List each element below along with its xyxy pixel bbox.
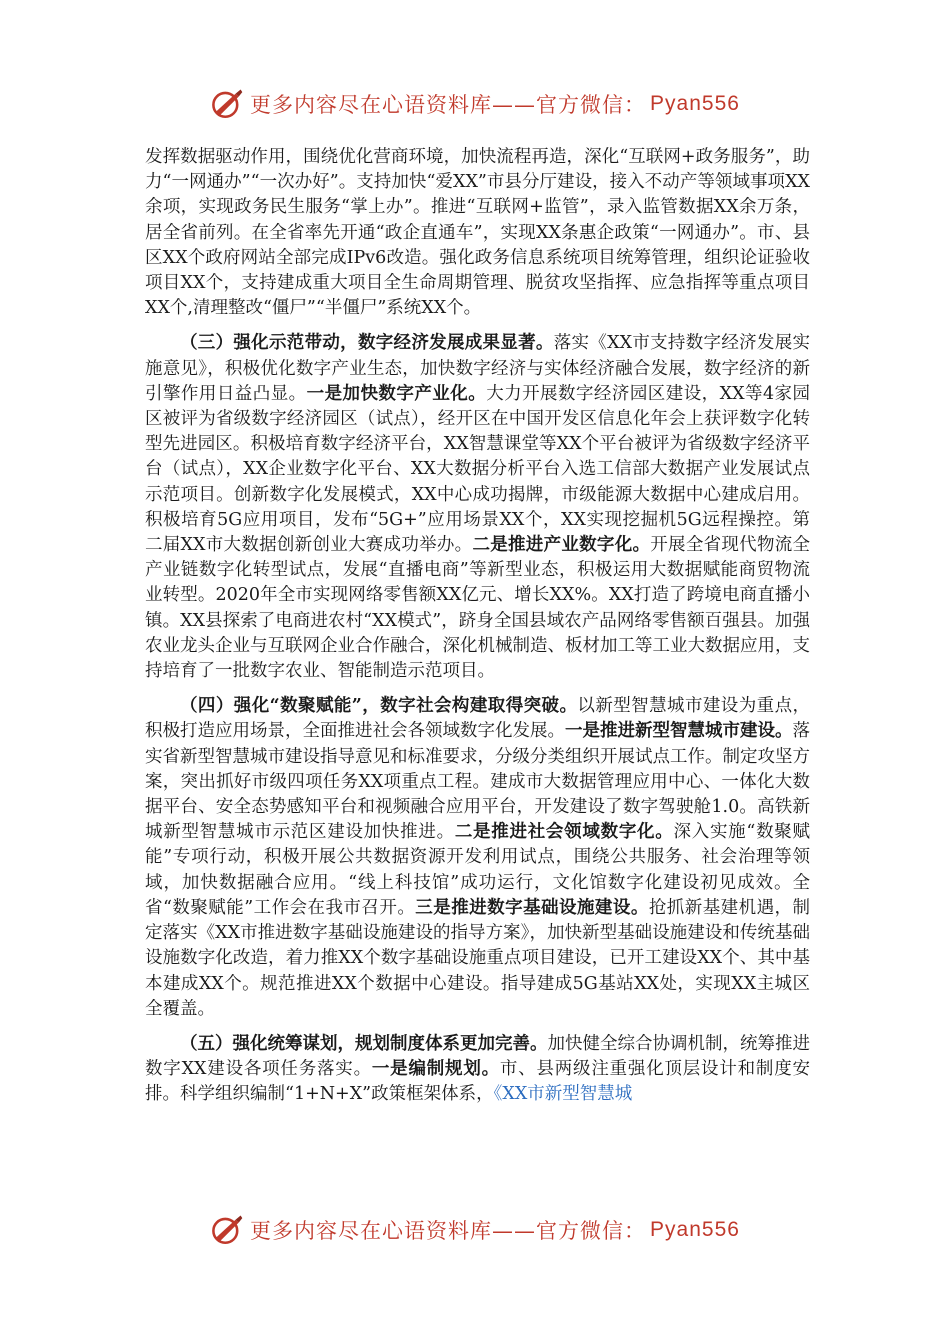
paragraph-intro: 发挥数据驱动作用，围绕优化营商环境，加快流程再造，深化“互联网+政务服务”，助力“一网通办”“一次办好”。支持加快“爱XX”市县分厅建设，接入不动产等领域事项XX余项，实现政务民生服务“掌上办”。推进“互联网+监管”，录入监管数据XX余万条，居全省前列。在全省率先开通“政企直通车”，实现XX条惠企政策“一网通办”。市、县区XX个政府网站全部完成IPv6改造。强化政务信息系统项目统筹管理，组织论证验收项目XX个，支持建成重大项目全生命周期管理、脱贫攻坚指挥、应急指挥等重点项目XX个,清理整改“僵尸”“半僵尸”系统XX个。 [145, 147, 810, 319]
pen-circle-logo-icon [210, 87, 244, 121]
subpoint-heading: 一是推进新型智慧城市建设。 [565, 721, 793, 742]
subpoint-heading: 一是加快数字产业化。 [306, 383, 487, 404]
section-heading: （三）强化示范带动，数字经济发展成果显著。 [180, 333, 554, 354]
section-heading: （五）强化统筹谋划，规划制度体系更加完善。 [180, 1033, 548, 1054]
footer-banner [0, 1210, 950, 1250]
pen-circle-logo-icon [210, 1213, 244, 1247]
subpoint-heading: 二是推进社会领域数字化。 [454, 822, 674, 843]
banner-text: 更多内容尽在心语资料库——官方微信： [250, 1219, 647, 1243]
subpoint-heading: 三是推进数字基础设施建设。 [415, 897, 649, 918]
banner-wechat-id: Pyan556 [650, 1218, 740, 1241]
document-body [145, 145, 810, 1118]
section-heading: （四）强化“数聚赋能”，数字社会构建取得突破。 [180, 696, 578, 717]
paragraph-section-4: （四）强化“数聚赋能”，数字社会构建取得突破。以新型智慧城市建设为重点，积极打造应用场景，全面推进社会各领域数字化发展。一是推进新型智慧城市建设。落实省新型智慧城市建设指导意见和标准要求，分级分类组织开展试点工作。制定攻坚方案，突出抓好市级四项任务XX项重点工程。建成市大数据管理应用中心、一体化大数据平台、安全态势感知平台和视频融合应用平台，开发建设了数字驾驶舱1.0。高铁新城新型智慧城市示范区建设加快推进。二是推进社会领域数字化。深入实施“数聚赋能”专项行动，积极开展公共数据资源开发利用试点，围绕公共服务、社会治理等领域，加快数据融合应用。“线上科技馆”成功运行，文化馆数字化建设初见成效。全省“数聚赋能”工作会在我市召开。三是推进数字基础设施建设。抢抓新基建机遇，制定落实《XX市推进数字基础设施建设的指导方案》，加快新型基础设施建设和传统基础设施数字化改造，着力推XX个数字基础设施重点项目建设，已开工建设XX个、其中基本建成XX个。规范推进XX个数据中心建设。指导建成5G基站XX处，实现XX主城区全覆盖。 [145, 696, 811, 1019]
banner-wechat-id: Pyan556 [650, 92, 740, 115]
document-title-link[interactable]: 《XX市新型智慧城 [493, 1084, 633, 1105]
subpoint-heading: 一是编制规划。 [371, 1059, 500, 1080]
paragraph-section-5: （五）强化统筹谋划，规划制度体系更加完善。加快健全综合协调机制，统筹推进数字XX建设各项任务落实。一是编制规划。市、县两级注重强化顶层设计和制度安排。科学组织编制“1+N+X”政策框架体系，《XX市新型智慧城 [145, 1033, 810, 1105]
header-banner [0, 84, 950, 124]
paragraph-section-3: （三）强化示范带动，数字经济发展成果显著。落实《XX市支持数字经济发展实施意见》，积极优化数字产业生态，加快数字经济与实体经济融合发展，数字经济的新引擎作用日益凸显。一是加快数字产业化。大力开展数字经济园区建设，XX等4家园区被评为省级数字经济园区（试点），经开区在中国开发区信息化年会上获评数字化转型先进园区。积极培育数字经济平台，XX智慧课堂等XX个平台被评为省级数字经济平台（试点），XX企业数字化平台、XX大数据分析平台入选工信部大数据产业发展试点示范项目。创新数字化发展模式，XX中心成功揭牌，市级能源大数据中心建成启用。积极培育5G应用项目，发布“5G+”应用场景XX个，XX实现挖掘机5G远程操控。第二届XX市大数据创新创业大赛成功举办。二是推进产业数字化。开展全省现代物流全产业链数字化转型试点，发展“直播电商”等新型业态，积极运用大数据赋能商贸物流业转型。2020年全市实现网络零售额XX亿元、增长XX%。XX打造了跨境电商直播小镇。XX县探索了电商进农村“XX模式”，跻身全国县域农产品网络零售额百强县。加强农业龙头企业与互联网企业合作融合，深化机械制造、板材加工等工业大数据应用，支持培育了一批数字农业、智能制造示范项目。 [145, 333, 811, 682]
banner-text: 更多内容尽在心语资料库——官方微信： [250, 93, 647, 117]
subpoint-heading: 二是推进产业数字化。 [472, 535, 651, 556]
